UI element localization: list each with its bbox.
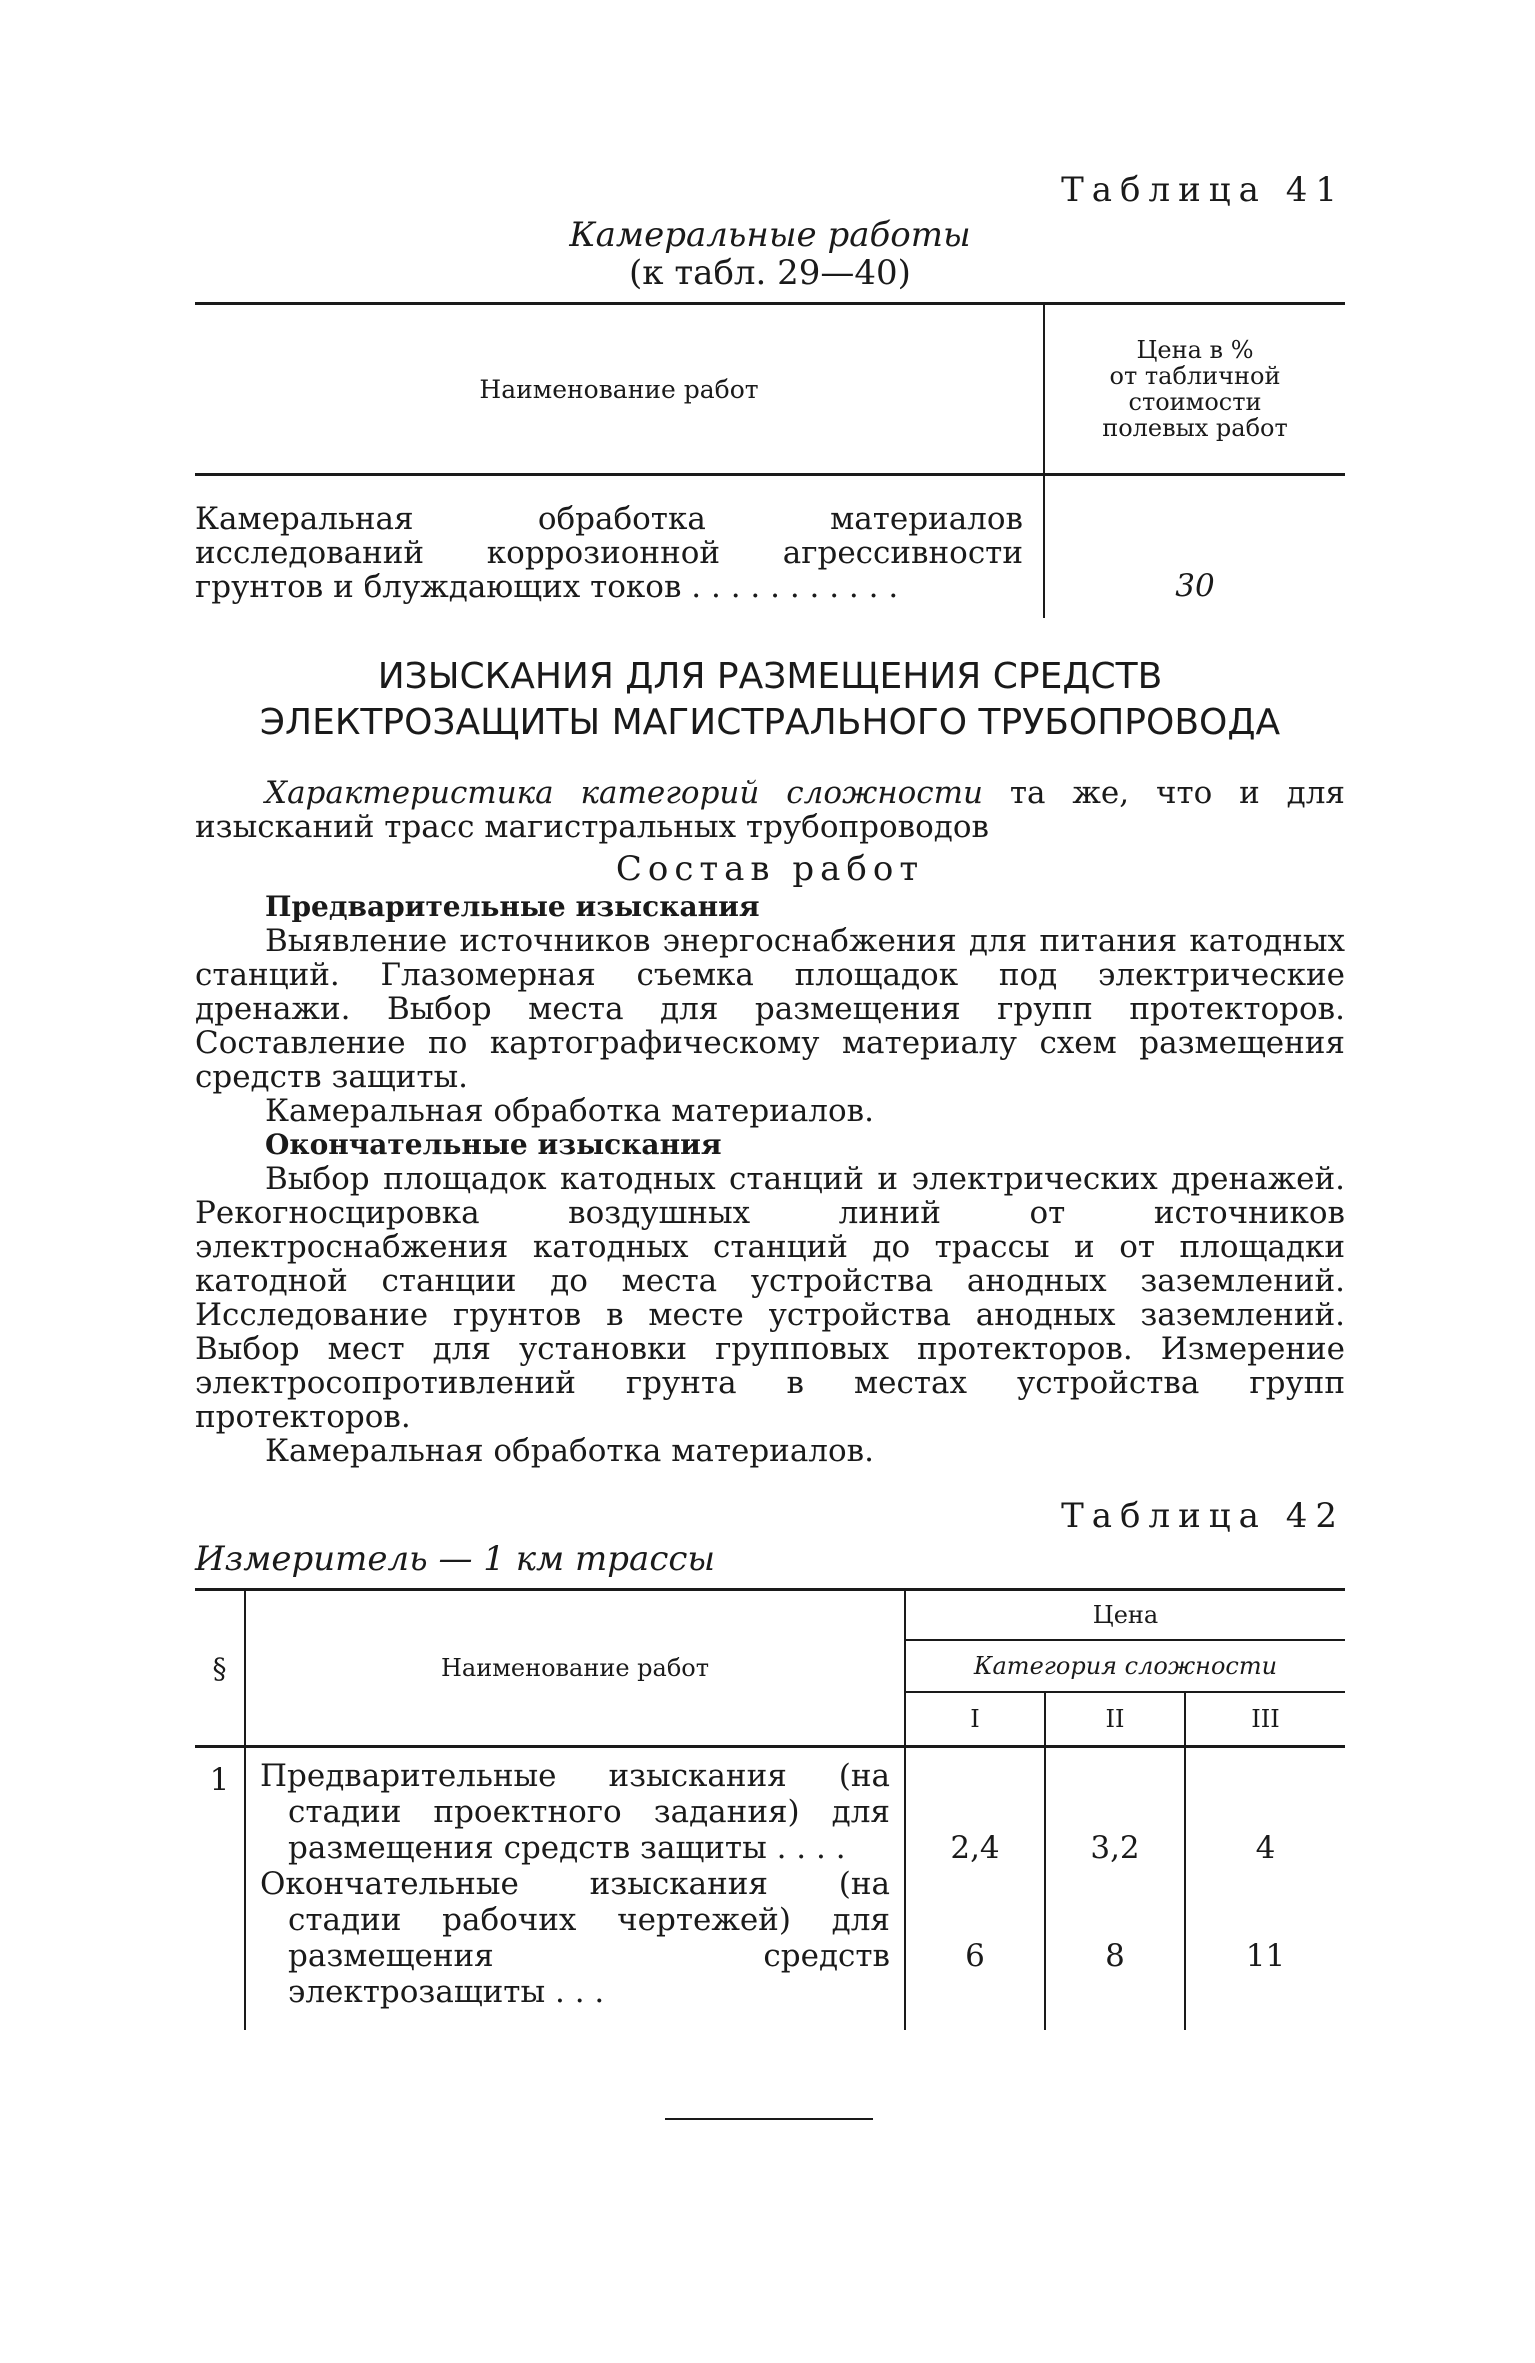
- table-42-row-number: 1: [209, 1762, 230, 1798]
- table-42-unit-note: Измеритель — 1 км трассы: [195, 1539, 716, 1579]
- final-text-2: Камеральная обработка материалов.: [265, 1433, 874, 1469]
- section-title: [195, 654, 1345, 746]
- price-line: стоимости: [1128, 388, 1262, 416]
- table-42-value: 4: [1255, 1830, 1276, 1866]
- table-42-col-1: [905, 1747, 1045, 2031]
- table-42-col-2: [1045, 1747, 1185, 2031]
- final-heading: Окончательные изыскания: [265, 1128, 722, 1161]
- table-41-label: Таблица 41: [1061, 170, 1345, 210]
- final-text: Выбор площадок катодных станций и электрических дренажей. Рекогносцировка воздушных линий от источников электроснабжения катодных станций до трассы и от площадки катодной станции до места устройства анодных заземлений. Исследование грунтов в месте устройства анодных заземлений. Выбор мест для установки групповых протекторов. Измерение электросопротивлений грунта в местах устройства групп протекторов.: [195, 1161, 1345, 1435]
- table-42-value: 2,4: [950, 1830, 1000, 1866]
- table-42-row-names: [245, 1747, 905, 2031]
- table-42-header-row-1: [195, 1590, 1345, 1641]
- table-42-category-3: III: [1185, 1692, 1345, 1747]
- section-title-line: ИЗЫСКАНИЯ ДЛЯ РАЗМЕЩЕНИЯ СРЕДСТВ: [377, 656, 1163, 697]
- price-line: Цена в %: [1136, 336, 1254, 364]
- table-41: [195, 302, 1345, 618]
- table-41-subtitle: (к табл. 29—40): [629, 253, 911, 293]
- section-body: [195, 776, 1345, 1468]
- table-41-row-name: Камеральная обработка материалов исследований коррозионной агрессивности грунтов и блуждающих токов . . . . . . . . . . .: [195, 501, 1023, 605]
- prelim-text-2: Камеральная обработка материалов.: [265, 1093, 874, 1129]
- table-42-value: 6: [965, 1938, 985, 1974]
- table-42-category-2: II: [1045, 1692, 1185, 1747]
- page-content: [195, 170, 1345, 2030]
- section-title-line: ЭЛЕКТРОЗАЩИТЫ МАГИСТРАЛЬНОГО ТРУБОПРОВОДА: [259, 702, 1281, 743]
- table-41-header-price: [1044, 304, 1345, 475]
- prelim-heading: Предварительные изыскания: [265, 890, 760, 923]
- table-41-title: Камеральные работы: [569, 215, 971, 255]
- footer-rule: [665, 2118, 873, 2120]
- table-42-item-name: Предварительные изыскания (на стадии проектного задания) для размещения средств защиты . . . .: [260, 1758, 890, 1866]
- table-42-col-3: [1185, 1747, 1345, 2031]
- table-42-value: 8: [1105, 1938, 1125, 1974]
- table-42-item-name: Окончательные изыскания (на стадии рабочих чертежей) для размещения средств электрозащиты . . .: [260, 1866, 890, 2010]
- price-line: полевых работ: [1102, 414, 1288, 442]
- prelim-text: Выявление источников энергоснабжения для питания катодных станций. Глазомерная съемка площадок под электрические дренажи. Выбор места для размещения групп протекторов. Составление по картографическому материалу схем размещения средств защиты.: [195, 923, 1345, 1095]
- table-41-header-name: Наименование работ: [479, 374, 759, 404]
- table-42-label: Таблица 42: [1061, 1496, 1345, 1536]
- table-42-header-price: Цена: [905, 1590, 1345, 1641]
- table-42-header-category: Категория сложности: [905, 1640, 1345, 1692]
- composition-title: Состав работ: [615, 849, 925, 889]
- table-42-row: [195, 1747, 1345, 2031]
- table-41-header: [195, 304, 1345, 475]
- price-line: от табличной: [1109, 362, 1281, 390]
- table-42-header-name: Наименование работ: [245, 1590, 905, 1747]
- table-42-value: 3,2: [1090, 1830, 1140, 1866]
- table-41-row-value: 30: [1044, 475, 1345, 619]
- table-41-row: [195, 475, 1345, 619]
- table-42: [195, 1588, 1345, 2030]
- intro-paragraph: [195, 776, 1345, 844]
- intro-italic: Характеристика категорий сложности: [265, 775, 984, 811]
- table-42-value: 11: [1245, 1938, 1286, 1974]
- table-42-category-1: I: [905, 1692, 1045, 1747]
- intro-rest: та же, что и для изысканий трасс магистральных трубопроводов: [195, 775, 1345, 845]
- table-42-header-paragraph: §: [195, 1590, 245, 1747]
